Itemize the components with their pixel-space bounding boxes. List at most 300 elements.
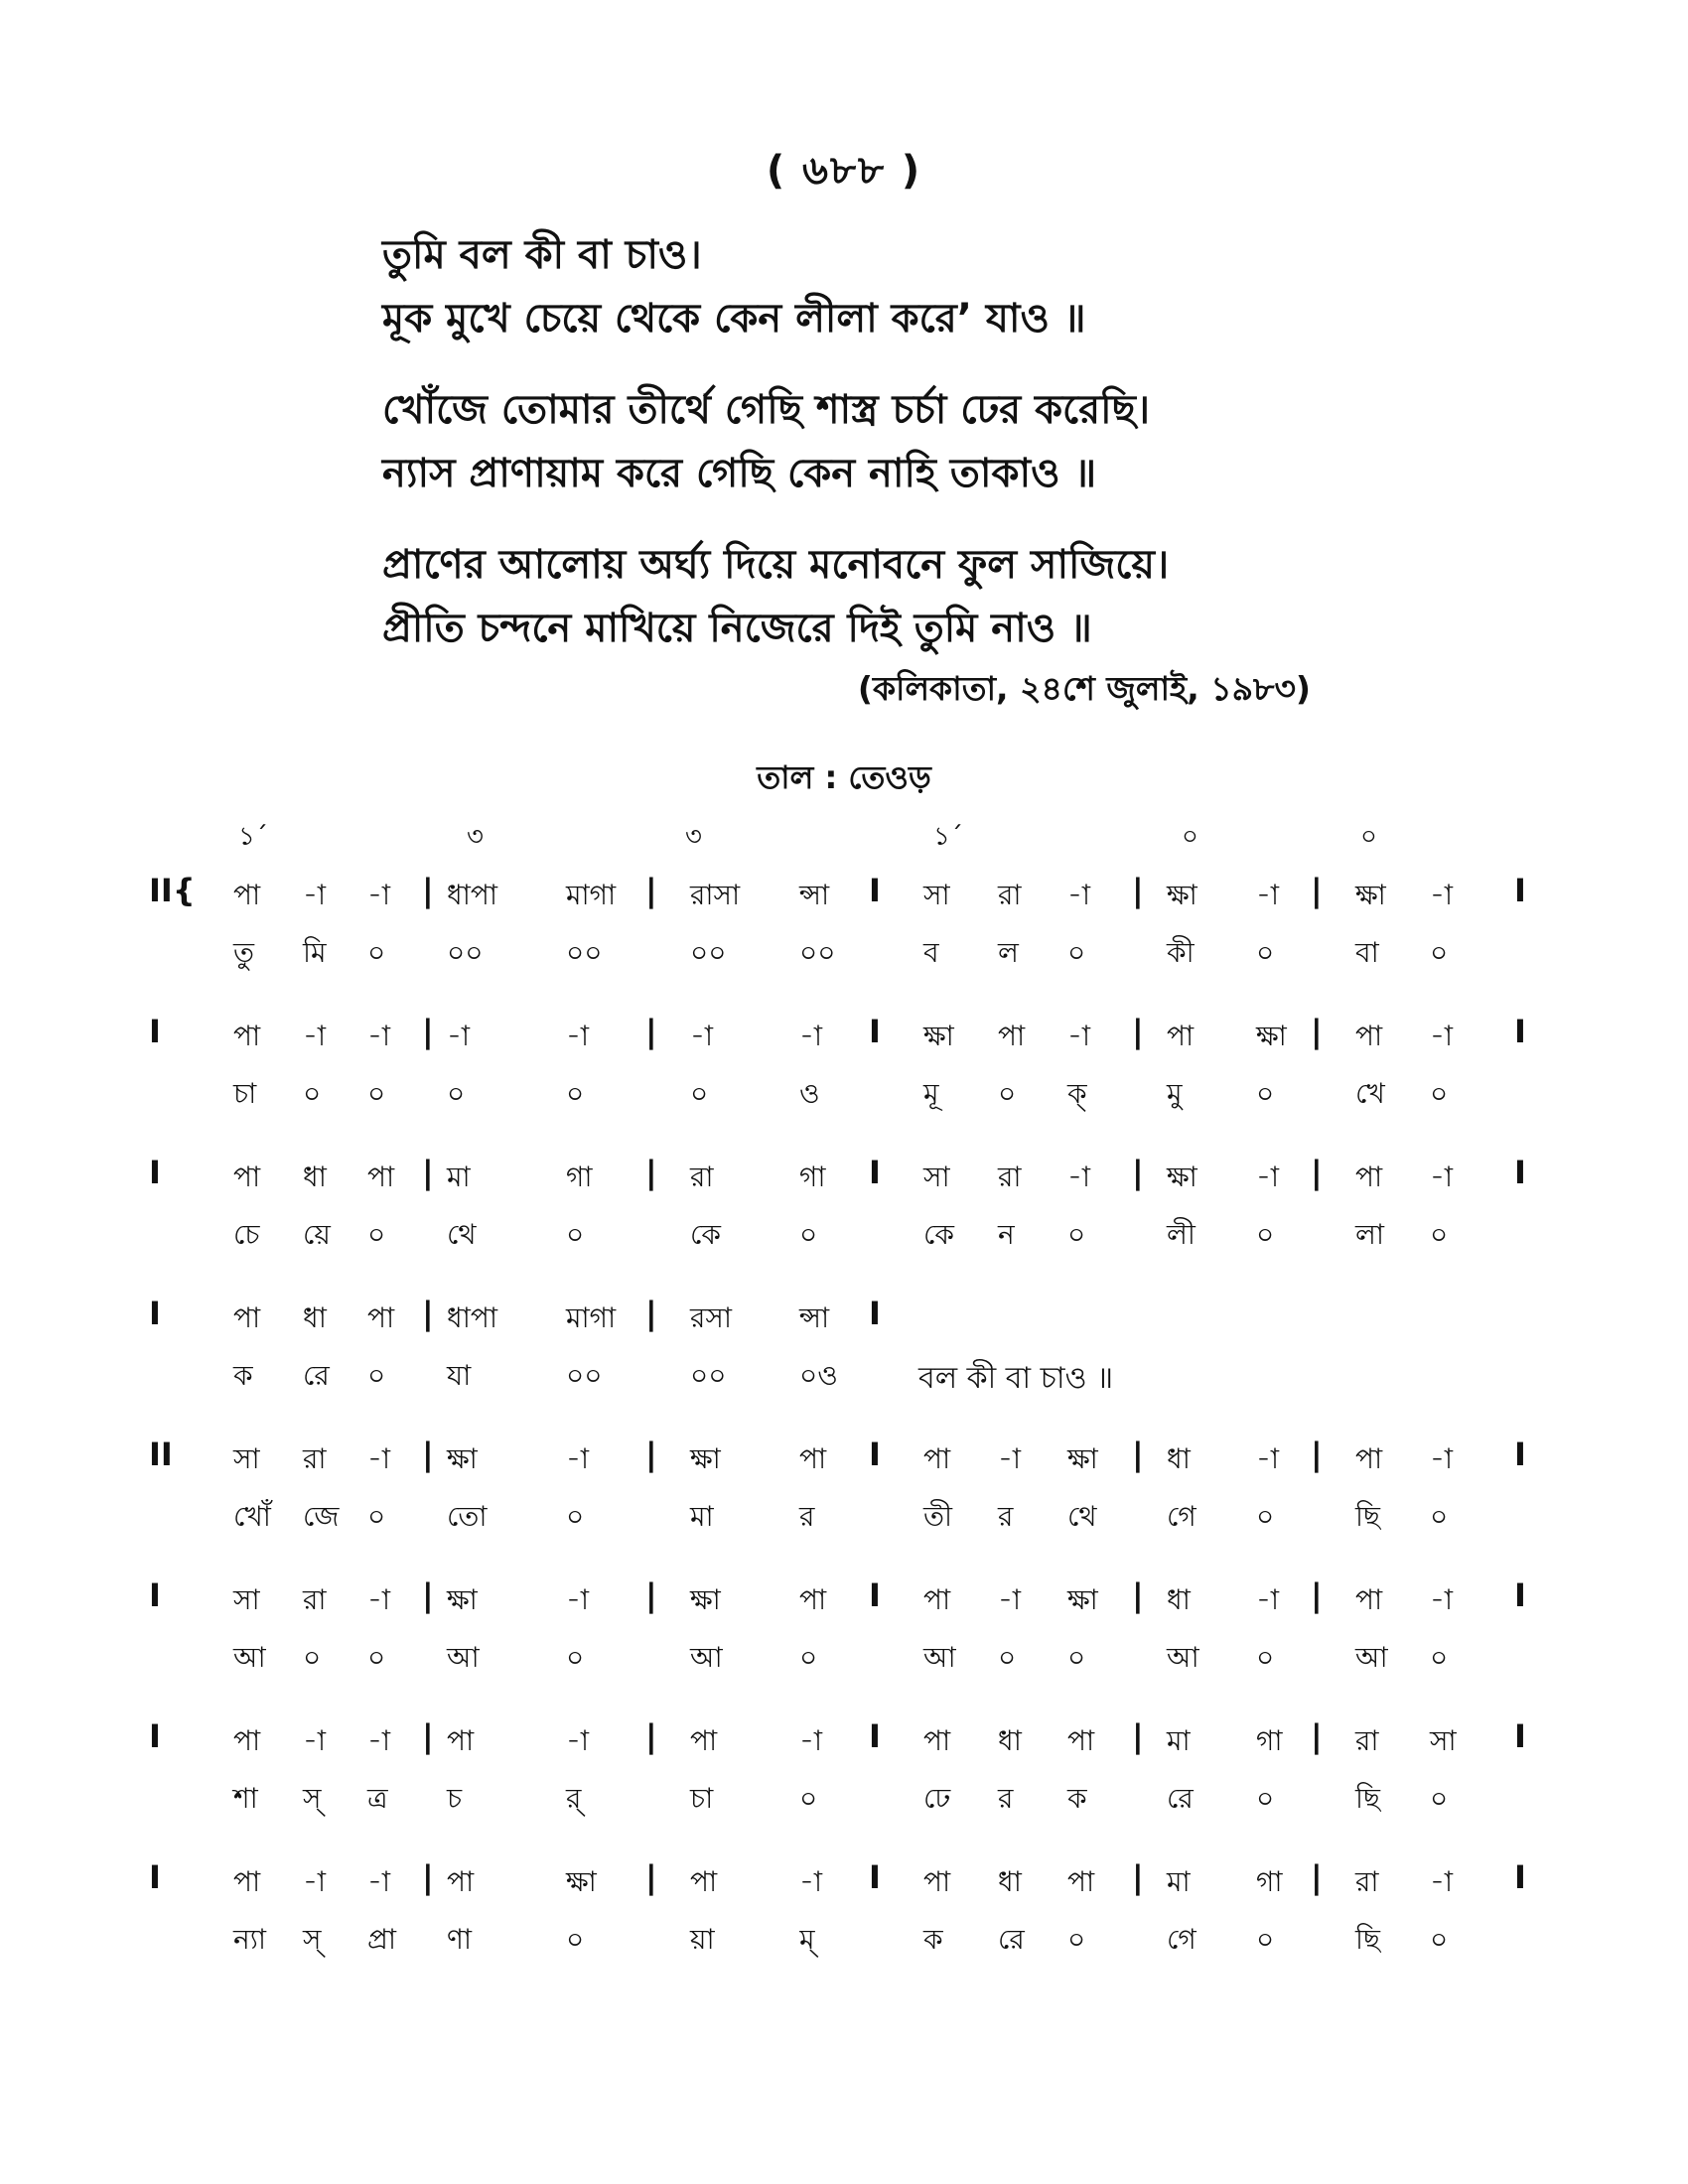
lyric-syllable: ণা	[447, 1923, 473, 1956]
swara-note: -া	[799, 1724, 823, 1757]
swara-note: -া	[1256, 879, 1280, 911]
lyric-syllable: ০	[566, 1218, 585, 1251]
swara-note: -া	[998, 1583, 1022, 1616]
swara-note: গা	[566, 1160, 593, 1193]
lyric-syllable: চে	[233, 1218, 260, 1251]
swara-note: ন্সা	[799, 879, 830, 911]
barline: |	[422, 1154, 434, 1191]
lyric-syllable: স্	[303, 1923, 322, 1956]
lyric-syllable: ০	[367, 1218, 386, 1251]
lyric-syllable: ০	[1256, 936, 1275, 969]
row-end-barline: I	[1514, 1717, 1526, 1755]
swara-note: মাগা	[566, 1301, 617, 1334]
notation-row	[149, 1015, 1539, 1156]
swara-note: ধা	[303, 1160, 327, 1193]
syllable-row	[149, 1072, 1539, 1122]
row-start-barline: I	[149, 1295, 161, 1332]
barline: I	[869, 1858, 881, 1896]
swara-note: গা	[799, 1160, 826, 1193]
swara-note: রা	[303, 1442, 327, 1475]
beat-markers	[238, 816, 1430, 856]
swara-note: -া	[566, 1442, 590, 1475]
barline: |	[1311, 1154, 1323, 1191]
lyric-syllable: খোঁ	[233, 1500, 271, 1533]
swara-note: -া	[1430, 1583, 1454, 1616]
lyric-syllable: ০	[367, 1359, 386, 1392]
beat-marker: ১´	[933, 822, 963, 852]
lyric-syllable: ০	[303, 1641, 322, 1674]
barline: I	[869, 872, 881, 909]
row-start-barline: II	[149, 1435, 173, 1473]
lyric-syllable: চা	[690, 1782, 714, 1815]
beat-marker: ০	[1360, 822, 1377, 852]
lyric-syllable: ০	[1067, 1641, 1086, 1674]
page-number: ( ৬৮৮ )	[766, 148, 922, 194]
lyric-syllable: ০	[1256, 1077, 1275, 1110]
swara-note: ন্সা	[799, 1301, 830, 1334]
swara-row	[149, 1719, 1539, 1769]
swara-note: -া	[367, 1724, 391, 1757]
barline: |	[422, 1717, 434, 1755]
swara-note: ক্ষা	[447, 1583, 478, 1616]
barline: |	[1311, 1576, 1323, 1614]
notation-row	[149, 1156, 1539, 1297]
lyric-syllable: গে	[1167, 1500, 1196, 1533]
swara-note: মা	[447, 1160, 471, 1193]
lyric-syllable: ০ও	[799, 1359, 838, 1392]
swara-row	[149, 1015, 1539, 1064]
swara-note: -া	[367, 1442, 391, 1475]
lyric-line: খোঁজে তোমার তীর্থে গেছি শাস্ত্র চর্চা ঢের করেছি।	[382, 387, 1151, 433]
swara-note: পা	[367, 1160, 395, 1193]
swara-note: পা	[923, 1583, 951, 1616]
swara-note: -া	[1256, 1442, 1280, 1475]
swara-note: -া	[566, 1583, 590, 1616]
lyric-syllable: ০	[566, 1077, 585, 1110]
notation-row	[149, 1297, 1539, 1437]
lyric-syllable: ০	[1256, 1641, 1275, 1674]
barline: |	[422, 1013, 434, 1050]
swara-row	[149, 1860, 1539, 1910]
lyric-syllable: ক	[1067, 1782, 1087, 1815]
lyric-syllable: ন	[998, 1218, 1015, 1251]
barline: |	[422, 1576, 434, 1614]
lyric-syllable: ০০	[566, 1359, 603, 1392]
barline: |	[1132, 1717, 1144, 1755]
lyric-syllable: ০	[1067, 1218, 1086, 1251]
lyric-syllable: ছি	[1355, 1923, 1380, 1956]
barline: |	[422, 872, 434, 909]
swara-note: ধা	[998, 1865, 1022, 1898]
swara-note: ধাপা	[447, 879, 497, 911]
lyric-syllable: আ	[447, 1641, 480, 1674]
lyric-syllable: ০	[367, 1641, 386, 1674]
swara-note: -া	[1067, 1160, 1091, 1193]
swara-note: পা	[1355, 1160, 1383, 1193]
barline: |	[1132, 1576, 1144, 1614]
lyric-syllable: ০	[998, 1077, 1017, 1110]
swara-note: পা	[1067, 1865, 1095, 1898]
barline: |	[1311, 1435, 1323, 1473]
lyric-syllable: রে	[1167, 1782, 1194, 1815]
swara-note: রা	[690, 1160, 714, 1193]
composition-note: (কলিকাতা, ২৪শে জুলাই, ১৯৮৩)	[857, 669, 1311, 708]
lyric-syllable: র্	[566, 1782, 582, 1815]
swara-note: রা	[998, 879, 1022, 911]
barline: |	[645, 1858, 657, 1896]
lyric-syllable: ০	[367, 1077, 386, 1110]
swara-note: -া	[1430, 879, 1454, 911]
lyric-syllable: ০	[1430, 1218, 1449, 1251]
lyric-syllable: ০	[1430, 936, 1449, 969]
swara-note: পা	[233, 1865, 261, 1898]
lyric-syllable: বা	[1355, 936, 1379, 969]
beat-marker: ৩	[685, 822, 702, 852]
lyric-syllable: ০	[1067, 936, 1086, 969]
swara-note: পা	[690, 1865, 718, 1898]
lyric-syllable: ০	[1067, 1923, 1086, 1956]
lyric-line: প্রাণের আলোয় অর্ঘ্য দিয়ে মনোবনে ফুল সাজিয়ে।	[382, 542, 1170, 588]
lyric-syllable: তু	[233, 936, 255, 969]
barline: I	[869, 1717, 881, 1755]
lyric-line: ন্যাস প্রাণায়াম করে গেছি কেন নাহি তাকাও ॥	[382, 451, 1097, 496]
lyric-syllable: ০	[799, 1641, 818, 1674]
swara-note: -া	[1067, 879, 1091, 911]
barline: |	[645, 1013, 657, 1050]
swara-note: পা	[447, 1865, 475, 1898]
swara-note: পা	[923, 1724, 951, 1757]
swara-row	[149, 1437, 1539, 1487]
lyrics	[382, 223, 1375, 688]
swara-note: ধা	[998, 1724, 1022, 1757]
lyric-line: মূক মুখে চেয়ে থেকে কেন লীলা করে’ যাও ॥	[382, 296, 1086, 341]
row-start-barline: I	[149, 1154, 161, 1191]
lyric-syllable: ছি	[1355, 1782, 1380, 1815]
lyric-syllable: ০	[1430, 1500, 1449, 1533]
swara-note: -া	[303, 1724, 327, 1757]
notation-row	[149, 1437, 1539, 1578]
lyric-syllable: প্রা	[367, 1923, 397, 1956]
lyric-syllable: আ	[1167, 1641, 1199, 1674]
lyric-syllable: জে	[303, 1500, 340, 1533]
lyric-syllable: ০	[799, 1218, 818, 1251]
swara-note: পা	[923, 1442, 951, 1475]
barline: I	[869, 1576, 881, 1614]
lyric-syllable: তো	[447, 1500, 488, 1533]
syllable-row	[149, 1918, 1539, 1968]
swara-note: -া	[367, 1583, 391, 1616]
swara-note: পা	[799, 1583, 827, 1616]
swara-note: মা	[1167, 1865, 1191, 1898]
swara-note: -া	[1430, 1442, 1454, 1475]
swara-note: -া	[566, 1724, 590, 1757]
lyric-syllable: শা	[233, 1782, 258, 1815]
swara-note: সা	[233, 1583, 260, 1616]
swara-note: ক্ষা	[690, 1442, 721, 1475]
swara-note: পা	[1167, 1020, 1195, 1052]
barline: |	[1311, 1717, 1323, 1755]
lyric-syllable: ম্	[799, 1923, 815, 1956]
lyric-syllable: ০	[303, 1077, 322, 1110]
swara-note: ক্ষা	[1067, 1442, 1098, 1475]
lyric-syllable: য়ে	[303, 1218, 331, 1251]
notation-row	[149, 1860, 1539, 2001]
swara-note: রা	[998, 1160, 1022, 1193]
barline: I	[869, 1013, 881, 1050]
beat-marker: ৩	[467, 822, 484, 852]
swara-note: পা	[1355, 1442, 1383, 1475]
swara-note: -া	[367, 879, 391, 911]
syllable-row	[149, 1354, 1539, 1404]
swara-note: পা	[367, 1301, 395, 1334]
swara-row	[149, 1156, 1539, 1205]
row-end-barline: I	[1514, 1154, 1526, 1191]
lyric-syllable: থে	[447, 1218, 477, 1251]
lyric-syllable: ০	[1430, 1641, 1449, 1674]
barline: |	[1132, 1858, 1144, 1896]
swara-note: ধা	[1167, 1583, 1191, 1616]
refrain-text: বল কী বা চাও ॥	[918, 1361, 1114, 1396]
row-end-barline: I	[1514, 872, 1526, 909]
lyric-line: প্রীতি চন্দনে মাখিয়ে নিজেরে দিই তুমি নাও ॥	[382, 606, 1092, 651]
barline: |	[422, 1858, 434, 1896]
swara-note: -া	[447, 1020, 471, 1052]
lyric-syllable: লী	[1167, 1218, 1196, 1251]
lyric-syllable: স্	[303, 1782, 322, 1815]
lyric-syllable: ০	[566, 1500, 585, 1533]
syllable-row	[149, 1777, 1539, 1827]
lyric-syllable: আ	[233, 1641, 266, 1674]
swara-note: ক্ষা	[1256, 1020, 1287, 1052]
barline: |	[1132, 872, 1144, 909]
swara-note: সা	[1430, 1724, 1457, 1757]
barline: |	[1132, 1154, 1144, 1191]
swara-row	[149, 874, 1539, 923]
swara-note: ক্ষা	[923, 1020, 954, 1052]
syllable-row	[149, 1636, 1539, 1686]
lyric-syllable: কী	[1167, 936, 1195, 969]
swara-note: ধা	[1167, 1442, 1191, 1475]
notation-row	[149, 1719, 1539, 1860]
syllable-row	[149, 931, 1539, 981]
lyric-syllable: ক	[233, 1359, 253, 1392]
row-start-barline: II{	[149, 872, 196, 909]
swara-note: পা	[923, 1865, 951, 1898]
swara-note: পা	[233, 1301, 261, 1334]
lyric-syllable: ঢে	[923, 1782, 951, 1815]
lyrics-stanza-2	[382, 378, 1375, 505]
swara-note: ধাপা	[447, 1301, 497, 1334]
swara-note: পা	[690, 1724, 718, 1757]
barline: I	[869, 1154, 881, 1191]
barline: |	[645, 1154, 657, 1191]
lyric-syllable: তী	[923, 1500, 953, 1533]
notation-grid	[149, 874, 1539, 2001]
swara-note: গা	[1256, 1865, 1283, 1898]
lyric-syllable: ০০	[566, 936, 603, 969]
lyric-syllable: ০০	[690, 936, 727, 969]
lyric-syllable: থে	[1067, 1500, 1097, 1533]
lyric-syllable: ন্যা	[233, 1923, 266, 1956]
lyric-syllable: যা	[447, 1359, 472, 1392]
barline: |	[1132, 1435, 1144, 1473]
lyric-syllable: ০	[1256, 1500, 1275, 1533]
swara-note: রা	[303, 1583, 327, 1616]
swara-note: পা	[1355, 1020, 1383, 1052]
lyric-syllable: ল	[998, 936, 1019, 969]
swara-note: ক্ষা	[566, 1865, 597, 1898]
row-start-barline: I	[149, 1717, 161, 1755]
swara-note: -া	[690, 1020, 714, 1052]
lyrics-stanza-1	[382, 223, 1375, 350]
swara-note: রা	[1355, 1865, 1379, 1898]
lyric-syllable: ০	[1430, 1782, 1449, 1815]
row-end-barline: I	[1514, 1435, 1526, 1473]
barline: |	[645, 872, 657, 909]
lyric-syllable: র	[799, 1500, 815, 1533]
barline: |	[1132, 1013, 1144, 1050]
lyric-syllable: ০	[566, 1641, 585, 1674]
swara-note: পা	[233, 1020, 261, 1052]
syllable-row	[149, 1495, 1539, 1545]
lyric-syllable: ০	[1256, 1782, 1275, 1815]
swara-note: সা	[923, 879, 950, 911]
lyric-syllable: আ	[1355, 1641, 1388, 1674]
swara-row	[149, 1297, 1539, 1346]
lyric-syllable: র	[998, 1782, 1014, 1815]
lyric-syllable: ০০	[799, 936, 836, 969]
swara-note: -া	[1430, 1865, 1454, 1898]
lyrics-stanza-3	[382, 533, 1375, 660]
swara-note: পা	[233, 879, 261, 911]
lyric-syllable: ০	[998, 1641, 1017, 1674]
lyric-syllable: ০০	[447, 936, 484, 969]
swara-note: -া	[303, 1020, 327, 1052]
lyric-syllable: আ	[690, 1641, 723, 1674]
swara-note: গা	[1256, 1724, 1283, 1757]
swara-note: -া	[1430, 1160, 1454, 1193]
row-start-barline: I	[149, 1858, 161, 1896]
swara-note: পা	[1355, 1583, 1383, 1616]
lyric-syllable: ক	[923, 1923, 943, 1956]
barline: |	[645, 1295, 657, 1332]
lyric-syllable: ০	[1430, 1077, 1449, 1110]
swara-note: সা	[233, 1442, 260, 1475]
swara-note: -া	[1256, 1583, 1280, 1616]
barline: |	[1311, 872, 1323, 909]
lyric-syllable: খে	[1355, 1077, 1385, 1110]
lyric-syllable: রে	[998, 1923, 1025, 1956]
lyric-syllable: ০	[566, 1923, 585, 1956]
swara-note: রা	[1355, 1724, 1379, 1757]
lyric-syllable: গে	[1167, 1923, 1196, 1956]
swara-row	[149, 1578, 1539, 1628]
barline: |	[1311, 1013, 1323, 1050]
barline: |	[422, 1295, 434, 1332]
lyric-syllable: মু	[1167, 1077, 1183, 1110]
swara-note: -া	[303, 1865, 327, 1898]
lyric-syllable: কে	[923, 1218, 954, 1251]
swara-note: পা	[447, 1724, 475, 1757]
lyric-syllable: মি	[303, 936, 327, 969]
barline: |	[422, 1435, 434, 1473]
swara-note: ধা	[303, 1301, 327, 1334]
syllable-row	[149, 1213, 1539, 1263]
lyric-syllable: ক্	[1067, 1077, 1087, 1110]
lyric-syllable: চ	[447, 1782, 463, 1815]
lyric-syllable: র	[998, 1500, 1014, 1533]
lyric-syllable: ও	[799, 1077, 820, 1110]
swara-note: রসা	[690, 1301, 733, 1334]
swara-note: রাসা	[690, 879, 741, 911]
lyric-syllable: ০	[1256, 1218, 1275, 1251]
lyric-syllable: ০	[1430, 1923, 1449, 1956]
swara-note: সা	[923, 1160, 950, 1193]
row-end-barline: I	[1514, 1576, 1526, 1614]
barline: I	[869, 1435, 881, 1473]
swara-note: -া	[566, 1020, 590, 1052]
lyric-syllable: মূ	[923, 1077, 939, 1110]
swara-note: পা	[998, 1020, 1026, 1052]
lyric-syllable: রে	[303, 1359, 330, 1392]
lyric-syllable: আ	[923, 1641, 956, 1674]
swara-note: ক্ষা	[1067, 1583, 1098, 1616]
swara-note: পা	[799, 1442, 827, 1475]
swara-note: -া	[367, 1020, 391, 1052]
swara-note: মাগা	[566, 879, 617, 911]
row-end-barline: I	[1514, 1858, 1526, 1896]
lyric-syllable: চা	[233, 1077, 257, 1110]
tala-heading: তাল : তেওড়	[757, 758, 931, 796]
swara-note: -া	[998, 1442, 1022, 1475]
lyric-syllable: ০	[799, 1782, 818, 1815]
lyric-syllable: ০	[1256, 1923, 1275, 1956]
lyric-syllable: ০০	[690, 1359, 727, 1392]
lyric-line: তুমি বল কী বা চাও।	[382, 232, 702, 278]
swara-note: পা	[1067, 1724, 1095, 1757]
barline: |	[645, 1435, 657, 1473]
beat-marker: ০	[1182, 822, 1198, 852]
notation-row	[149, 874, 1539, 1015]
lyric-syllable: লা	[1355, 1218, 1384, 1251]
barline: I	[869, 1295, 881, 1332]
row-end-barline: I	[1514, 1013, 1526, 1050]
lyric-syllable: ছি	[1355, 1500, 1380, 1533]
swara-note: ক্ষা	[447, 1442, 478, 1475]
lyric-syllable: ব	[923, 936, 939, 969]
swara-note: ক্ষা	[690, 1583, 721, 1616]
barline: |	[645, 1576, 657, 1614]
barline: |	[645, 1717, 657, 1755]
lyric-syllable: ০	[367, 936, 386, 969]
swara-note: মা	[1167, 1724, 1191, 1757]
swara-note: ক্ষা	[1167, 1160, 1197, 1193]
swara-note: -া	[1067, 1020, 1091, 1052]
lyric-syllable: ত্র	[367, 1782, 388, 1815]
lyric-syllable: ০	[367, 1500, 386, 1533]
lyric-syllable: ০	[447, 1077, 466, 1110]
swara-note: ক্ষা	[1355, 879, 1386, 911]
lyric-syllable: ০	[690, 1077, 709, 1110]
swara-note: -া	[367, 1865, 391, 1898]
swara-note: -া	[1256, 1160, 1280, 1193]
swara-note: -া	[1430, 1020, 1454, 1052]
notation-row	[149, 1578, 1539, 1719]
barline: |	[1311, 1858, 1323, 1896]
swara-note: -া	[303, 879, 327, 911]
swara-note: পা	[233, 1160, 261, 1193]
lyric-syllable: মা	[690, 1500, 714, 1533]
